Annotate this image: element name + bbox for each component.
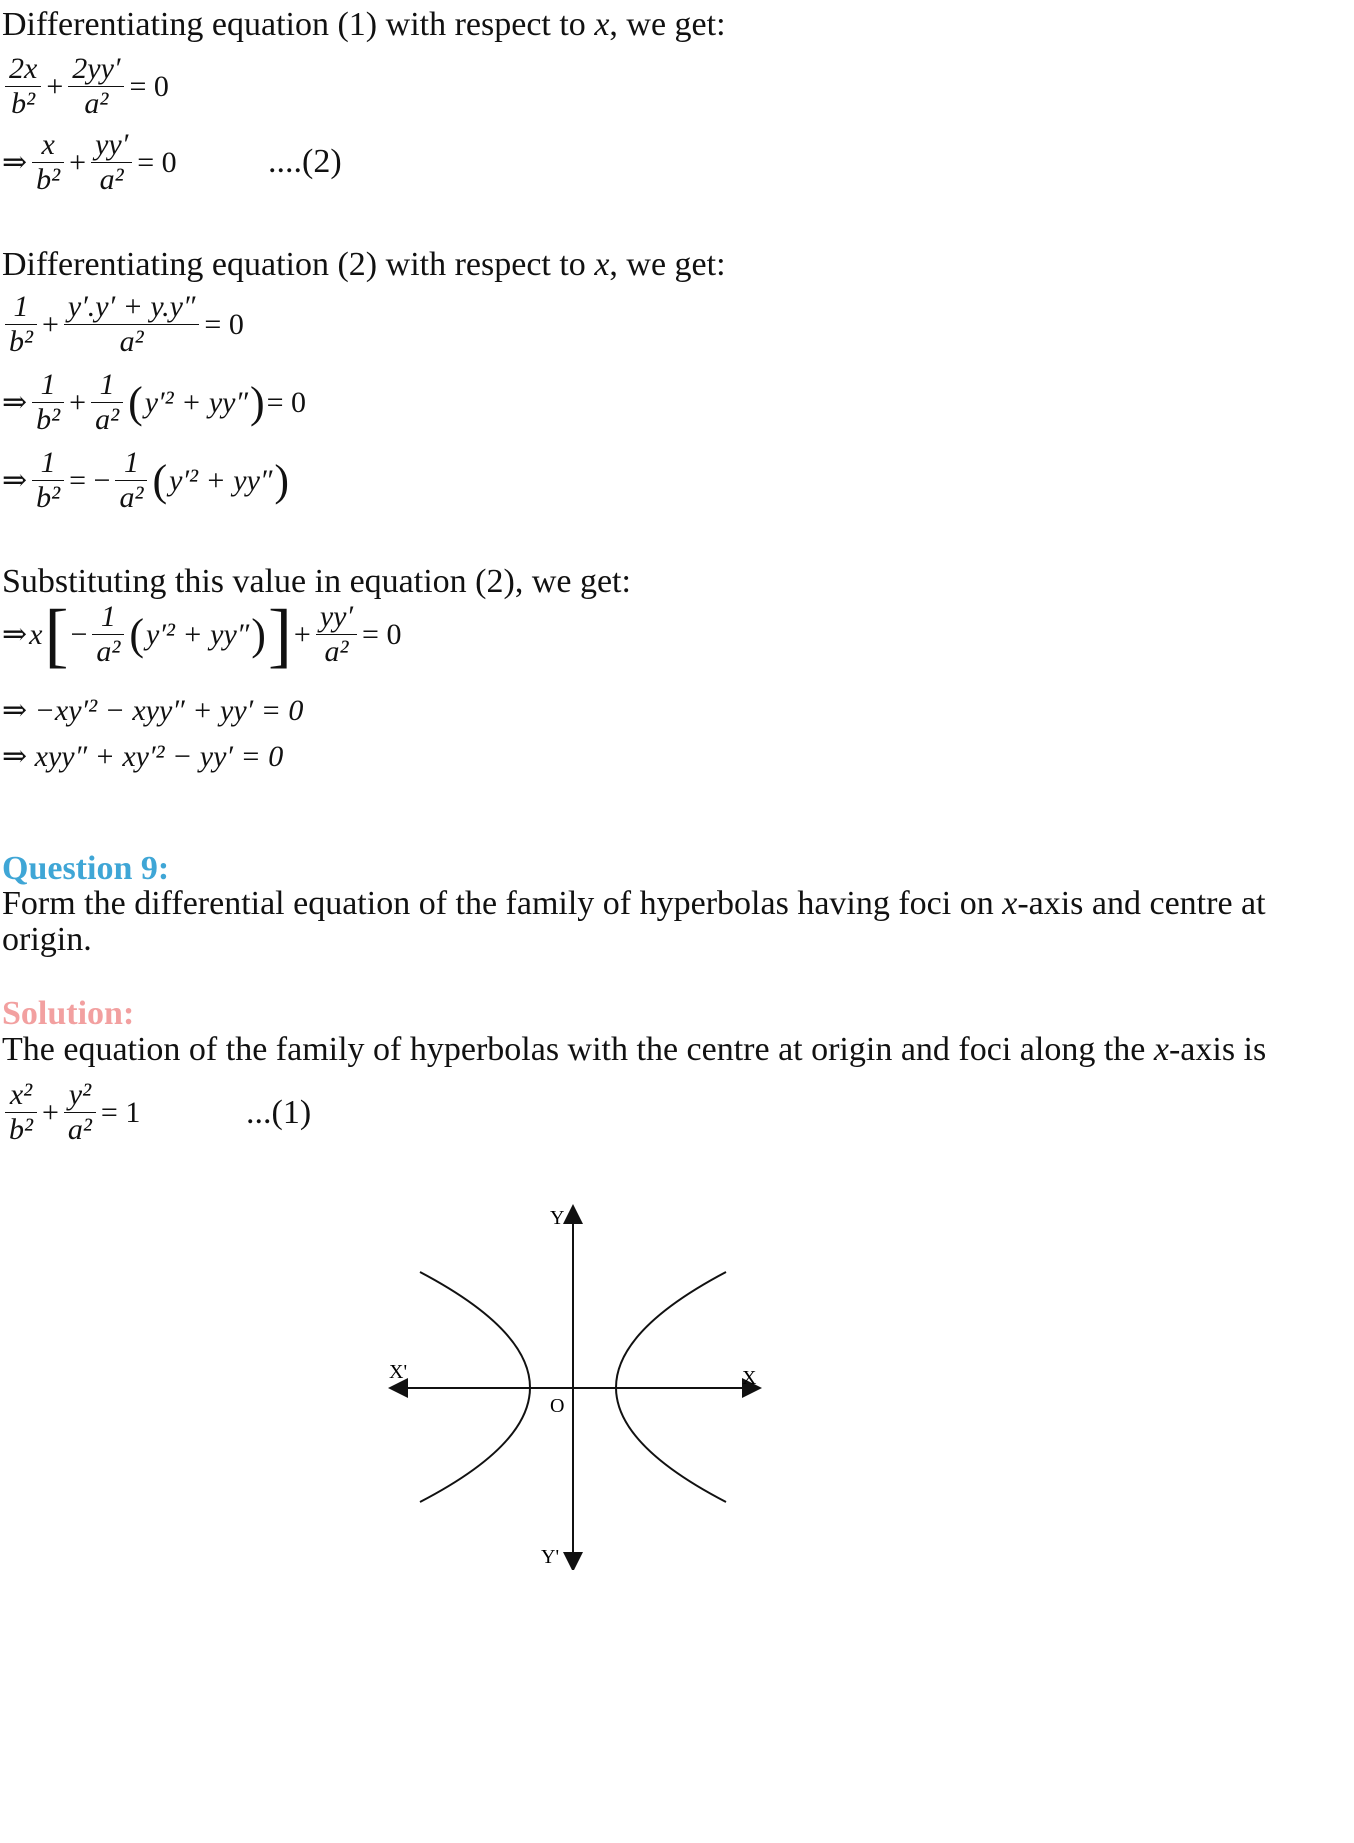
rhs: = 0 [129,69,169,103]
plus-sign: + [42,307,59,341]
text: , we get: [609,246,726,283]
fraction [32,128,64,197]
bracket-open: [ [44,594,69,675]
fraction [5,52,41,121]
fraction [91,128,132,197]
implies-arrow: ⇒ [2,463,28,497]
text-line-differentiating-2 [2,245,726,285]
numerator: 1 [92,600,124,635]
minus-sign: − [70,617,88,651]
paren-open: ( [128,377,143,427]
denominator: a² [324,635,349,668]
equation-line-1 [2,52,169,121]
text: The equation of the family of hyperbolas with the centre at origin and foci along the [2,1031,1154,1068]
denominator: b² [36,163,61,196]
implies-arrow: ⇒ [2,385,28,419]
fraction [91,368,123,437]
denominator: a² [119,481,144,514]
variable: x [1153,1031,1169,1068]
hyperbola-figure [380,1200,780,1570]
text: with respect to [377,6,595,43]
implies-arrow: ⇒ [2,145,28,179]
text: Substituting this value in equation [2,563,476,600]
solution-heading: Solution: [2,995,135,1032]
text: with respect to [377,246,595,283]
bracket-close: ] [267,594,292,675]
paren-close: ) [249,377,265,427]
equation-line-2 [2,128,177,197]
text: Form the differential equation of the family of hyperbolas having foci on [2,885,1003,922]
equation-tag: ...(1) [246,1094,312,1131]
question-heading: Question 9: [2,850,170,887]
denominator: a² [95,403,120,436]
equation-ref: (2) [337,246,378,283]
implies-arrow: ⇒ [2,617,28,651]
denominator: a² [84,87,109,120]
numerator: 1 [91,368,123,403]
fraction [68,52,124,121]
equation-ref: (2) [475,563,515,600]
variable: x [1002,885,1018,922]
denominator: b² [36,403,61,436]
equation-line-3 [2,290,244,359]
denominator: a² [119,325,144,358]
denominator: a² [67,1113,92,1146]
denominator: a² [99,163,124,196]
numerator: 1 [5,290,37,325]
paren-open: ( [129,609,145,659]
paren-content: y′² + yy″ [169,463,273,497]
rhs: = 0 [204,307,244,341]
numerator: 2x [5,52,41,87]
rhs: = 0 [266,385,307,419]
variable: x [594,246,610,283]
rhs: = 1 [100,1095,141,1129]
plus-sign: + [293,617,311,651]
text: , we get: [609,6,726,43]
y-label: Y [550,1207,565,1229]
numerator: x [32,128,64,163]
equation-line-7: ⇒ −xy′² − xyy″ + yy′ = 0 [2,694,304,727]
fraction [115,446,147,515]
equals-minus: = − [69,463,111,497]
text-line-substituting [2,562,631,602]
rhs: = 0 [137,145,177,179]
equation-line-5 [2,446,289,515]
y-neg-label: Y' [541,1546,560,1568]
fraction [316,600,357,669]
paren-content: y′² + yy″ [144,385,248,419]
paren-open: ( [152,455,168,505]
text: Differentiating equation [2,246,338,283]
numerator: y′.y′ + y.y″ [64,290,199,325]
text: , we get: [514,563,631,600]
variable: x [29,617,43,651]
numerator: yy′ [91,128,132,163]
denominator: b² [36,481,61,514]
denominator: b² [9,1113,33,1146]
fraction [32,368,64,437]
numerator: 2yy′ [68,52,124,87]
denominator: b² [9,325,33,358]
fraction [92,600,124,669]
fraction [5,290,37,359]
question-text-line-2: origin. [2,921,92,958]
numerator: x² [5,1078,37,1113]
paren-close: ) [274,455,290,505]
equation-ref: (1) [337,6,378,43]
paren-close: ) [251,609,266,659]
numerator: 1 [32,446,64,481]
numerator: y² [64,1078,96,1113]
fraction [5,1078,37,1147]
solution-text [2,1030,1266,1070]
text: Differentiating equation [2,6,338,43]
equation-tag: ....(2) [268,143,342,180]
text-line-differentiating-1 [2,5,726,45]
fraction [32,446,64,515]
numerator: 1 [32,368,64,403]
x-neg-label: X' [389,1361,408,1383]
paren-content: y′² + yy″ [146,617,250,651]
x-label: X [742,1367,757,1389]
question-text-line-1 [2,884,1266,924]
origin-label: O [550,1395,565,1417]
plus-sign: + [69,145,87,179]
variable: x [594,6,610,43]
fraction [64,290,199,359]
denominator: b² [11,87,36,120]
equation-line-8: ⇒ xyy″ + xy′² − yy′ = 0 [2,740,284,773]
fraction [64,1078,96,1147]
equation-line-6 [2,594,402,675]
plus-sign: + [42,1095,59,1129]
plus-sign: + [46,69,64,103]
text: -axis is [1168,1031,1267,1068]
text: -axis and centre at [1017,885,1266,922]
numerator: yy′ [316,600,357,635]
rhs: = 0 [362,617,402,651]
denominator: a² [96,635,121,668]
equation-line-4 [2,368,306,437]
plus-sign: + [69,385,87,419]
numerator: 1 [115,446,147,481]
equation-line-9 [2,1078,140,1147]
